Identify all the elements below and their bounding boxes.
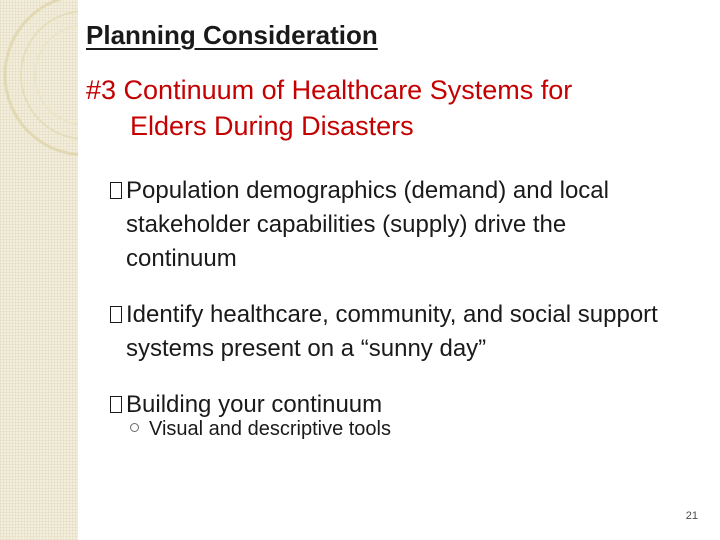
bullet-text: Population demographics (demand) and local stakeholder capabilities (supply) drive the continuum (126, 177, 609, 272)
slide-subtitle (86, 72, 706, 144)
page-number: 21 (685, 510, 698, 522)
sub-bullet (130, 418, 391, 441)
subtitle-line-1: #3 Continuum of Healthcare Systems for (86, 75, 573, 105)
bullet-item (110, 174, 670, 276)
slide-header: Planning Consideration (86, 20, 378, 50)
bullet-item (110, 388, 670, 422)
sub-bullet-text: Visual and descriptive tools (149, 418, 391, 440)
bullet-box-icon (110, 396, 122, 413)
bullet-item (110, 298, 670, 366)
subtitle-line-2: Elders During Disasters (130, 111, 414, 141)
bullet-list (110, 174, 670, 444)
bullet-box-icon (110, 182, 122, 199)
circle-bullet-icon (130, 423, 139, 432)
bullet-text: Building your continuum (126, 391, 383, 418)
bullet-box-icon (110, 306, 122, 323)
bullet-text: Identify healthcare, community, and social support systems present on a “sunny day” (126, 301, 658, 362)
